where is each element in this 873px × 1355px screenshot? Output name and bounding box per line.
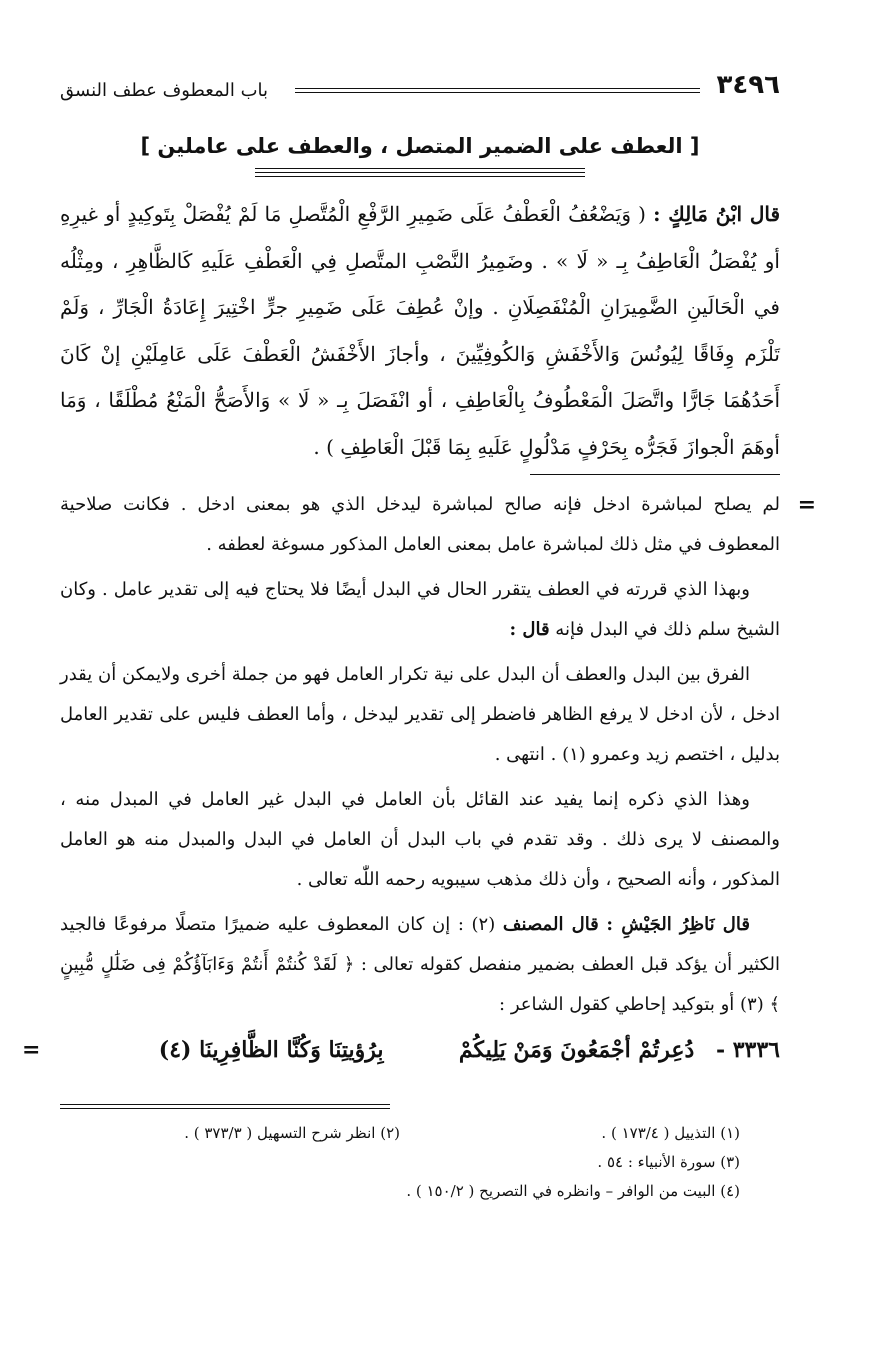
commentary-paragraph: لم يصلح لمباشرة ادخل فإنه صالح لمباشرة ليدخل الذي هو بمعنى ادخل . فكانت صلاحية المعطوف في مثل ذلك لمباشرة عامل بمعنى العامل المذكور مسوغة لعطفه .	[60, 494, 780, 555]
matn-body: ( وَيَضْعُفُ الْعَطْفُ عَلَى ضَمِيرِ الرَّفْعِ الْمُتَّصلِ مَا لَمْ يُفْصَلْ بِتَوكِيدٍ أو غيرِهِ أو يُفْصَلُ الْعَاطِفُ بِـ « لَا » . وضَمِيرُ النَّصْبِ المتَّصلِ فِي الْعَطْفِ عَلَيهِ كَالظَّاهِرِ ، ومِثْلُه في الْحَالَينِ الضَّمِيرَانِ الْمُنْفَصِلَانِ . وإنْ عُطِفَ عَلَى ضَمِيرِ جرٍّ اخْتِيرَ إِعَادَةُ الْجَارِّ ، وَلَمْ تَلْزَم وِفَاقًا لِيُونُسَ وَالأَخْفَشِ وَالكُوفِيِّينَ ، وأجازَ الأَخْفَشُ الْعَطْفَ عَلَى عَامِلَيْنِ إنْ كَانَ أَحَدُهُمَا جَارًّا واتَّصَلَ الْمَعْطُوفُ بِالْعَاطِفِ ، أو انْفَصَلَ بِـ « لَا » وَالأَصَحُّ الْمَنْعُ مُطْلَقًا ، وَمَا أوهَمَ الْجوازَ فَجَرُّه بِحَرْفٍ مَدْلُولٍ عَلَيهِ بِمَا قَبْلَ الْعَاطِفِ ) .	[60, 202, 780, 459]
footnote-rules	[60, 1104, 390, 1109]
footnote: (٤) البيت من الوافر – وانظره في التصريح ( ١٥٠/٢ ) .	[406, 1182, 740, 1200]
verse-hemistich-left: بِرُؤيتِنَا وَكُنَّا الظَّافِرِينَا (٤)	[158, 1037, 384, 1063]
footnote-row	[60, 1148, 740, 1177]
paragraph-bold-label: قال المصنف	[502, 914, 599, 935]
page	[22, 70, 816, 1206]
footnote: (٢) انظر شرح التسهيل ( ٣٧٣/٣ ) .	[184, 1124, 400, 1142]
footnote-row	[60, 1177, 740, 1206]
page-number: ٣٤٩٦	[716, 70, 780, 100]
page-header	[60, 70, 780, 110]
continuation-mark-end: =	[22, 1037, 41, 1063]
poetry-verse	[22, 1030, 780, 1070]
commentary-paragraph: الفرق بين البدل والعطف أن البدل على نية تكرار العامل فهو من جملة أخرى ولايمكن أن يقدر ادخل ، لأن ادخل لا يرفع الظاهر فاضطر إلى تقدير ليدخل ، وأما العطف فليس على تقدير العامل بدليل ، اختصم زيد وعمرو (١) . انتهى .	[60, 664, 780, 765]
paragraph-text: إن كان المعطوف عليه ضميرًا متصلًا مرفوعًا فالجيد الكثير أن يؤكد قبل العطف بضمير منفصل كقوله تعالى : ﴿ لَقَدْ كُنتُمْ أَنتُمْ وَءَابَآؤُكُمْ فِى ضَلَٰلٍ مُّبِينٍ ﴾ (٣) أو بتوكيد إحاطي كقول الشاعر :	[60, 914, 780, 1015]
paragraph-speaker: قال نَاظِرُ الجَيْشِ :	[606, 914, 750, 935]
footnote-row	[60, 1119, 740, 1148]
footnotes	[60, 1119, 780, 1206]
matn-speaker: قال ابْنُ مَالِكٍ :	[653, 202, 781, 226]
footnote: (٣) سورة الأنبياء : ٥٤ .	[597, 1153, 740, 1171]
paragraph-bold-tail: قال :	[509, 619, 550, 640]
section-title: [ العطف على الضمير المتصل ، والعطف على عاملين ]	[140, 134, 700, 158]
commentary	[22, 485, 816, 1070]
paragraph-ref: (٢) :	[457, 914, 496, 935]
continuation-mark: =	[797, 492, 816, 518]
paragraph-text: وبهذا الذي قررته في العطف يتقرر الحال في البدل أيضًا فلا يحتاج فيه إلى تقدير عامل . وكان الشيخ سلم ذلك في البدل فإنه	[60, 579, 780, 640]
main-separator	[530, 474, 780, 475]
matn-text	[60, 191, 780, 470]
commentary-paragraph: وهذا الذي ذكره إنما يفيد عند القائل بأن العامل في البدل غير العامل في المبدل منه ، والمصنف لا يرى ذلك . وقد تقدم في باب البدل أن العامل في البدل والمبدل منه هو العامل المذكور ، وأنه الصحيح ، وأن ذلك مذهب سيبويه رحمه اللّٰه تعالى .	[60, 789, 780, 890]
footnote: (١) التذييل ( ١٧٣/٤ ) .	[601, 1124, 740, 1142]
commentary-paragraph	[60, 905, 780, 1025]
verse-number: ٣٣٣٦ -	[715, 1037, 780, 1063]
running-title: باب المعطوف عطف النسق	[60, 80, 269, 101]
commentary-paragraph	[60, 570, 780, 650]
verse-hemistich-right: دُعِرتُمْ أجْمَعُونَ وَمَنْ يَلِيكُمْ	[458, 1037, 695, 1063]
header-rule	[295, 88, 700, 93]
title-rules	[255, 168, 585, 177]
